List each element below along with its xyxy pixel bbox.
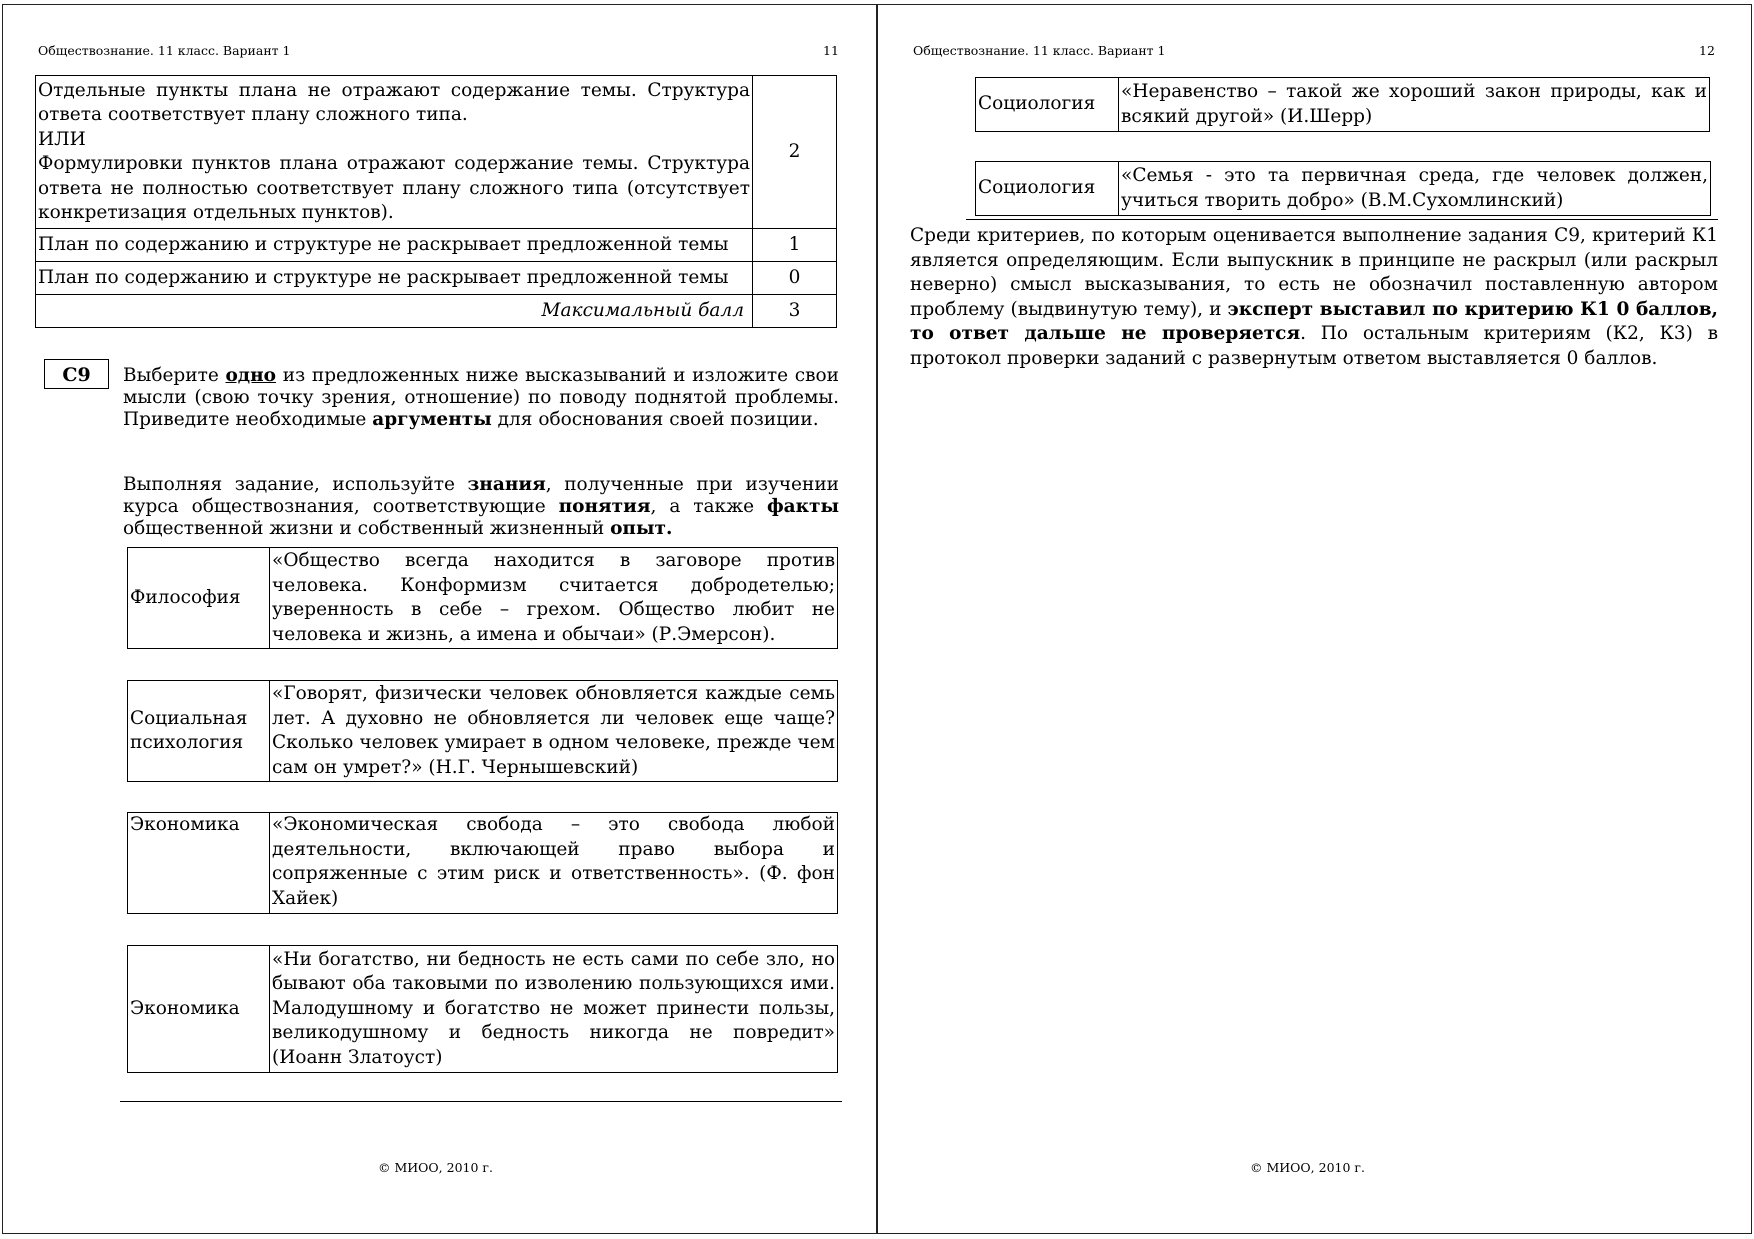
emphasis-one: одно [225,365,277,386]
table-row [128,681,838,782]
table-row [128,946,838,1073]
left-footer: © МИОО, 2010 г. [378,1160,493,1175]
quote-table [975,161,1711,216]
criteria-description: План по содержанию и структуре не раскрывает предложенной темы [36,229,753,262]
quote-table [975,77,1710,132]
quote-text: «Говорят, физически человек обновляется каждые семь лет. А духовно не обновляется ли человек еще чаще? Сколько человек умирает в одном человеке, прежде чем сам он умрет?» (Н.Г. Чернышевский) [270,681,838,782]
right-footer: © МИОО, 2010 г. [1250,1160,1365,1175]
quote-topic: Экономика [128,813,270,914]
criteria-line: Формулировки пунктов плана отражают содержание темы. Структура ответа не полностью соответствует плану сложного типа (отсутствует конкретизация отдельных пунктов). [38,153,750,223]
emphasis-knowledge: знания [467,474,546,495]
criteria-score: 1 [753,229,837,262]
quote-topic: Социальная психология [128,681,270,782]
quote-table [127,680,838,782]
criteria-line: Отдельные пункты плана не отражают содержание темы. Структура ответа соответствует плану сложного типа. [38,79,750,125]
section-divider [966,219,1718,220]
quote-text: «Ни богатство, ни бедность не есть сами по себе зло, но бывают оба таковыми по изволению пользующихся ими. Малодушному и богатство не может принести пользы, великодушному и бедность никогда не повредит» (Иоанн Златоуст) [270,946,838,1073]
emphasis-concepts: понятия [558,496,651,517]
table-row [36,262,837,295]
text-span: , а также [650,496,767,517]
criteria-line: ИЛИ [38,128,86,150]
quote-text: «Экономическая свобода – это свобода любой деятельности, включающей право выбора и сопряженные с этим риск и ответственность». (Ф. фон Хайек) [270,813,838,914]
left-page-number: 11 [823,43,839,58]
text-span: . По остальным критериям (К2, К3) в протокол проверки заданий с развернутым ответом выставляется 0 баллов. [910,323,1719,369]
table-row [128,548,838,649]
task-guidance [123,474,839,540]
emphasis-arguments: аргументы [372,409,492,430]
criteria-score: 2 [753,76,837,229]
text-span: для обоснования своей позиции. [491,409,819,430]
emphasis-experience: опыт. [610,518,673,539]
text-span: общественной жизни и собственный жизненный [123,518,611,539]
task-instruction [123,365,839,431]
emphasis-expert-rule: эксперт выставил по критерию К1 0 баллов, то ответ дальше не проверяется [910,298,1718,344]
evaluation-note [910,224,1718,371]
quote-text: «Общество всегда находится в заговоре против человека. Конформизм считается добродетелью; уверенность в себе – грехом. Общество любит не человека и жизнь, а имена и обычаи» (Р.Эмерсон). [270,548,838,649]
criteria-description [36,76,753,229]
quote-topic: Философия [128,548,270,649]
text-span: , полученные при изучении курса обществознания, соответствующие [123,474,839,517]
quote-table [127,945,838,1073]
emphasis-facts: факты [766,496,839,517]
left-page [2,4,877,1234]
criteria-score: 0 [753,262,837,295]
right-header-subject: Обществознание. 11 класс. Вариант 1 [913,43,1166,58]
table-row [976,78,1710,132]
footer-divider [120,1101,842,1102]
right-page-number: 12 [1699,43,1715,58]
quote-topic: Социология [976,78,1119,132]
criteria-table [35,75,837,328]
left-header-subject: Обществознание. 11 класс. Вариант 1 [38,43,291,58]
quote-text: «Семья - это та первичная среда, где человек должен, учиться творить добро» (В.М.Сухомлинский) [1119,162,1711,216]
quote-table [127,547,838,649]
quote-table [127,812,838,914]
table-row [36,295,837,328]
text-span: из предложенных ниже высказываний и изложите свои мысли (свою точку зрения, отношение) по поводу поднятой проблемы. Приведите необходимые [123,365,839,430]
max-score-label: Максимальный балл [36,295,753,328]
table-row [128,813,838,914]
task-id-box: C9 [44,359,109,389]
table-row [36,229,837,262]
quote-topic: Социология [976,162,1119,216]
table-row [36,76,837,229]
table-row [976,162,1711,216]
quote-text: «Неравенство – такой же хороший закон природы, как и всякий другой» (И.Шерр) [1119,78,1710,132]
text-span: Выберите [123,365,226,386]
text-span: Среди критериев, по которым оценивается выполнение задания С9, критерий К1 является определяющим. Если выпускник в принципе не раскрыл (или раскрыл неверно) смысл высказывания, то есть не обозначил поставленную автором проблему (выдвинутую тему), и [910,225,1718,320]
max-score-value: 3 [753,295,837,328]
text-span: Выполняя задание, используйте [123,474,468,495]
criteria-description: План по содержанию и структуре не раскрывает предложенной темы [36,262,753,295]
quote-topic: Экономика [128,946,270,1073]
